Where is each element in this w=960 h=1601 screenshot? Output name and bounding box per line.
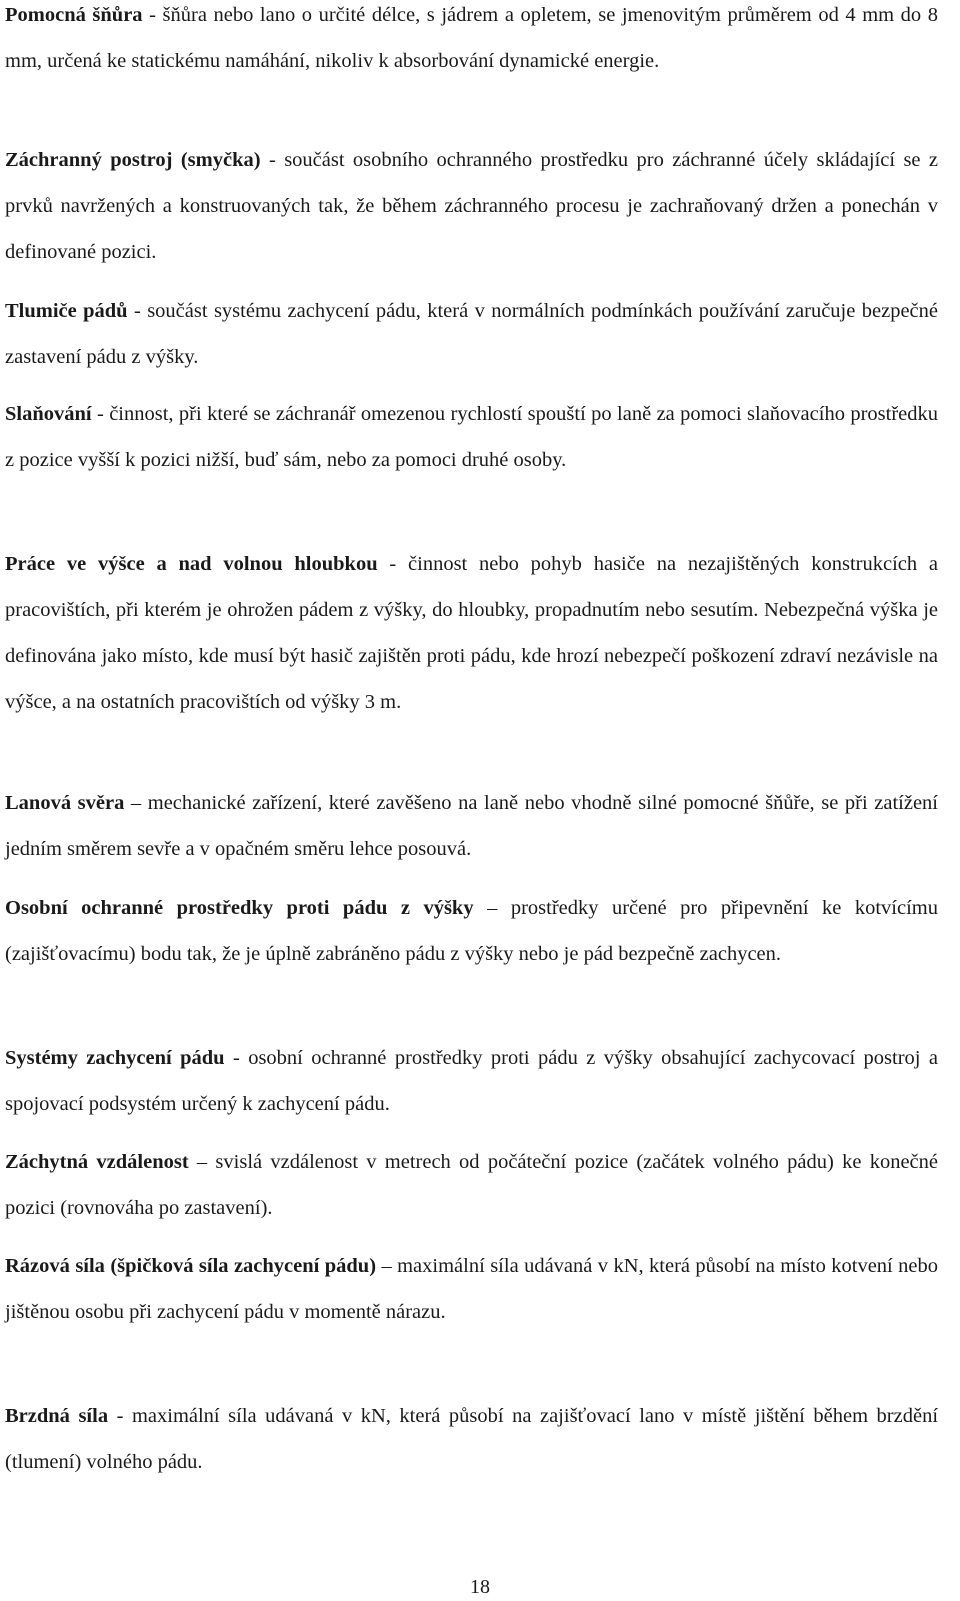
definition-paragraph xyxy=(5,0,938,84)
definition-term: Práce ve výšce a nad volnou hloubkou xyxy=(5,553,378,575)
definition-term: Tlumiče pádů xyxy=(5,300,128,322)
definition-separator: - xyxy=(127,300,148,322)
definition-separator: - xyxy=(260,149,285,171)
definition-paragraph xyxy=(5,1139,938,1231)
definition-separator: – xyxy=(188,1151,216,1173)
definition-separator: - xyxy=(377,553,409,575)
definition-text: šňůra nebo lano o určité délce, s jádrem a opletem, se jmenovitým průměrem od 4 mm do 8 mm, určená ke statickému namáhání, nikoliv k absorbování dynamické energie. xyxy=(5,4,938,72)
page-number: 18 xyxy=(470,1576,490,1598)
definition-text: součást systému zachycení pádu, která v normálních podmínkách používání zaručuje bezpečné zastavení pádu z výšky. xyxy=(5,300,938,368)
definition-text: osobní ochranné prostředky proti pádu z výšky obsahující zachycovací postroj a spojovací podsystém určený k zachycení pádu. xyxy=(5,1047,938,1115)
definition-paragraph xyxy=(5,1035,938,1127)
definition-separator: - xyxy=(91,403,110,425)
definition-separator: - xyxy=(224,1047,249,1069)
definition-term: Slaňování xyxy=(5,403,92,425)
definition-paragraph xyxy=(5,885,938,977)
definition-text: činnost, při které se záchranář omezenou rychlostí spouští po laně za pomoci slaňovacího prostředku z pozice vyšší k pozici nižší, buď sám, nebo za pomoci druhé osoby. xyxy=(5,403,938,471)
definition-term: Pomocná šňůra xyxy=(5,4,143,26)
definition-paragraph xyxy=(5,288,938,380)
definition-paragraph xyxy=(5,137,938,275)
definition-separator: – xyxy=(473,897,511,919)
definition-term: Záchytná vzdálenost xyxy=(5,1151,189,1173)
definition-text: maximální síla udávaná v kN, která působí na zajišťovací lano v místě jištění během brzdění (tlumení) volného pádu. xyxy=(5,1405,939,1473)
definition-term: Záchranný postroj (smyčka) xyxy=(5,149,261,171)
definition-paragraph xyxy=(5,1393,938,1485)
definition-paragraph xyxy=(5,541,938,725)
definition-separator: – xyxy=(376,1255,398,1277)
definition-term: Lanová svěra xyxy=(5,792,125,814)
definition-text: mechanické zařízení, které zavěšeno na laně nebo vhodně silné pomocné šňůře, se při zatížení jedním směrem sevře a v opačném směru lehce posouvá. xyxy=(5,792,938,860)
definition-term: Systémy zachycení pádu xyxy=(5,1047,225,1069)
definition-text: činnost nebo pohyb hasiče na nezajištěných konstrukcích a pracovištích, při kterém je ohrožen pádem z výšky, do hloubky, propadnutím nebo sesutím. Nebezpečná výška je definována jako místo, kde musí být hasič zajištěn proti pádu, kde hrozí nebezpečí poškození zdraví nezávisle na výšce, a na ostatních pracovištích od výšky 3 m. xyxy=(5,553,939,713)
definition-text: maximální síla udávaná v kN, která působí na místo kotvení nebo jištěnou osobu při zachycení pádu v momentě nárazu. xyxy=(5,1255,939,1323)
definition-term: Osobní ochranné prostředky proti pádu z výšky xyxy=(5,897,474,919)
definition-paragraph xyxy=(5,780,938,872)
definition-separator: - xyxy=(108,1405,132,1427)
definition-text: součást osobního ochranného prostředku pro záchranné účely skládající se z prvků navržených a konstruovaných tak, že během záchranného procesu je zachraňovaný držen a ponechán v definované pozici. xyxy=(5,149,939,263)
definition-separator: – xyxy=(124,792,148,814)
definition-text: svislá vzdálenost v metrech od počáteční pozice (začátek volného pádu) ke konečné pozici (rovnováha po zastavení). xyxy=(5,1151,938,1219)
definition-term: Rázová síla (špičková síla zachycení pádu) xyxy=(5,1255,377,1277)
definition-paragraph xyxy=(5,1243,938,1335)
definition-separator: - xyxy=(142,4,163,26)
definition-paragraph xyxy=(5,391,938,483)
definition-text: prostředky určené pro připevnění ke kotvícímu (zajišťovacímu) bodu tak, že je úplně zabráněno pádu z výšky nebo je pád bezpečně zachycen. xyxy=(5,897,938,965)
definition-term: Brzdná síla xyxy=(5,1405,109,1427)
